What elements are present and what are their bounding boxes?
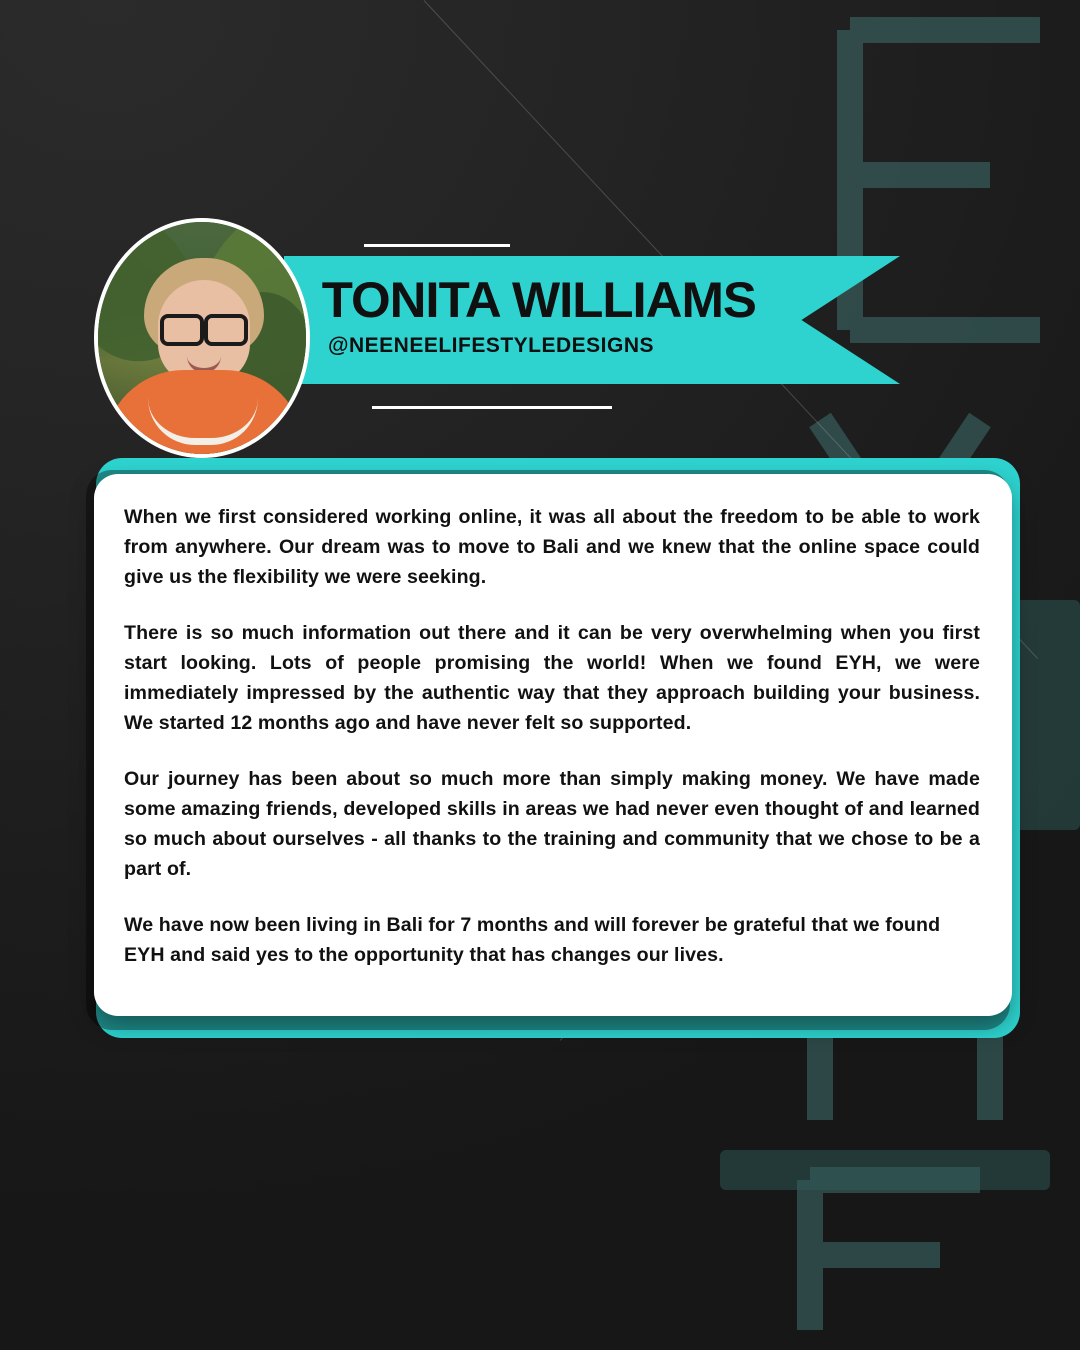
avatar	[94, 218, 310, 458]
testimonial-text	[124, 502, 980, 970]
decor-rule-bottom	[372, 406, 612, 409]
profile-header	[94, 218, 814, 458]
decor-rule-top	[364, 244, 510, 247]
testimonial-paragraph: We have now been living in Bali for 7 months and will forever be grateful that we found EYH and said yes to the opportunity that has changes our lives.	[124, 914, 941, 966]
testimonial-card	[94, 474, 1012, 1016]
profile-handle: @NEENEELIFESTYLEDESIGNS	[328, 334, 655, 357]
glasses-icon	[158, 314, 250, 340]
testimonial-paragraph: When we first considered working online, it was all about the freedom to be able to work from anywhere. Our dream was to move to Bali and we knew that the online space could give us the flexibility we were seeking.	[124, 506, 980, 588]
testimonial-paragraph: There is so much information out there and it can be very overwhelming when you first start looking. Lots of people promising the world! When we found EYH, we were immediately impressed by the authentic way that they approach building your business. We started 12 months ago and have never felt so supported.	[124, 622, 980, 734]
testimonial-paragraph: Our journey has been about so much more than simply making money. We have made some amazing friends, developed skills in areas we had never even thought of and learned so much about ourselves - all thanks to the training and community that we chose to be a part of.	[124, 768, 980, 880]
page-title: TONITA WILLIAMS	[321, 272, 756, 328]
avatar-photo	[98, 222, 306, 454]
